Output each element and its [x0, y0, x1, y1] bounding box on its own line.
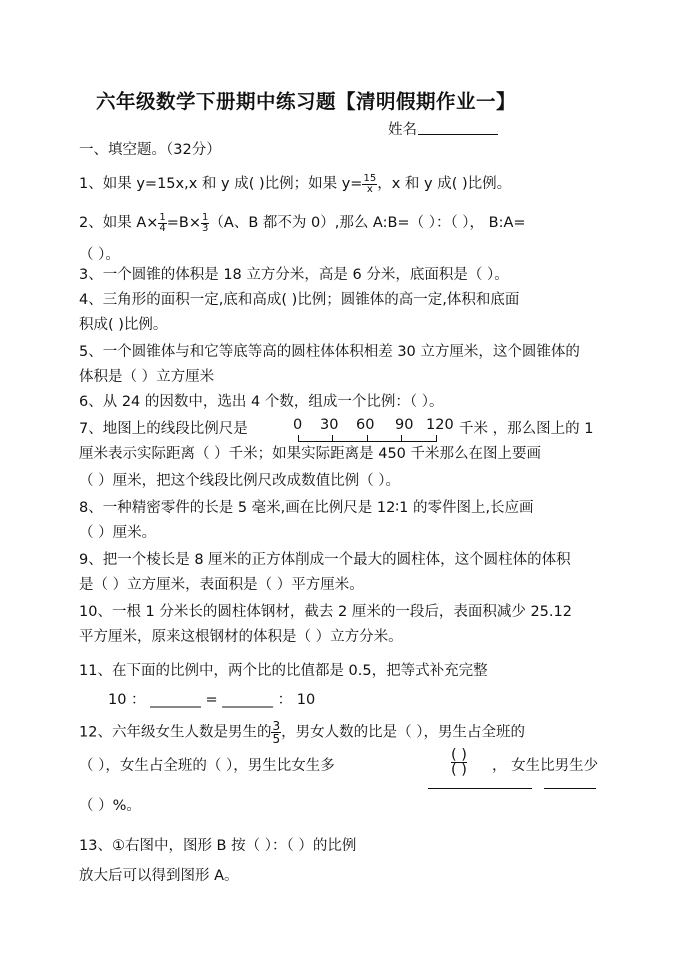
question-7-unit: 千米 ，那么图上的 1	[459, 421, 594, 437]
question-8-line-2: （ ）厘米。	[79, 525, 157, 541]
q12-answer-line-2[interactable]	[544, 788, 596, 789]
question-9-line-1: 9、把一个棱长是 8 厘米的正方体削成一个最大的圆柱体，这个圆柱体的体积	[79, 552, 571, 568]
q2-text-a: 2、如果 A×	[79, 215, 159, 231]
question-2-line-2: （ ）。	[79, 247, 120, 263]
question-11-line-1: 11、在下面的比例中，两个比的比值都是 0.5，把等式补充完整	[79, 663, 488, 679]
q12-fraction	[271, 720, 281, 745]
question-13-line-1: 13、①右图中，图形 B 按（ ）：（ ）的比例	[79, 838, 357, 854]
question-12	[79, 720, 525, 745]
question-12-line-2a: （ ），女生占全班的（ ），男生比女生多	[79, 758, 335, 774]
question-4-line-2: 积成( )比例。	[79, 317, 168, 333]
q2-f1-den: 4	[159, 222, 166, 234]
question-9-line-2: 是（ ）立方厘米，表面积是（ ）平方厘米。	[79, 577, 364, 593]
question-2	[79, 211, 526, 234]
question-1	[79, 172, 511, 195]
scale-tick	[401, 435, 402, 442]
q1-text-b: ，x 和 y 成( )比例。	[377, 176, 512, 192]
question-6: 6、从 24 的因数中，选出 4 个数，组成一个比例：（ ）。	[79, 394, 444, 410]
scale-tick	[436, 435, 437, 442]
q2-text-c: （A、B 都不为 0）,那么 A:B=（ ）：（ ）， B:A=	[209, 215, 526, 231]
name-label: 姓名	[388, 122, 417, 138]
q12-frac-num: 3	[272, 719, 281, 733]
q2-f2-den: 3	[202, 222, 209, 234]
question-12-line-3: （ ）%。	[79, 798, 141, 814]
question-3: 3、一个圆锥的体积是 18 立方分米，高是 6 分米，底面积是（ ）。	[79, 267, 509, 283]
q12-blank-num: ( )	[451, 747, 467, 763]
q2-text-b: =B×	[166, 215, 202, 231]
question-10-line-2: 平方厘米，原来这根钢材的体积是（ ）立方分米。	[79, 629, 403, 645]
question-8-line-1: 8、一种精密零件的长是 5 毫米,画在比例尺是 12∶1 的零件图上,长应画	[79, 500, 534, 516]
scale-label-0: 0	[293, 417, 303, 433]
q1-frac-den: x	[366, 183, 373, 195]
question-12-line-2b: ， 女生比男生少	[492, 758, 599, 774]
question-10-line-1: 10、一根 1 分米长的圆柱体钢材，截去 2 厘米的一段后，表面积减少 25.12	[79, 604, 572, 620]
q12-text-a: 12、六年级女生人数是男生的	[79, 724, 272, 741]
q1-fraction	[362, 174, 377, 195]
q12-blank-fraction[interactable]	[451, 748, 467, 777]
scale-tick	[367, 435, 368, 442]
q12-answer-line-1[interactable]	[428, 788, 532, 789]
scale-label-120: 120	[426, 417, 454, 433]
question-5-line-2: 体积是（ ）立方厘米	[79, 369, 215, 385]
scale-tick	[332, 435, 333, 442]
page-title: 六年级数学下册期中练习题【清明假期作业一】	[96, 90, 517, 113]
q12-blank-den: ( )	[451, 762, 467, 778]
section-heading: 一、填空题。（32分）	[79, 142, 221, 158]
q12-frac-den: 5	[272, 732, 281, 746]
question-7-line-2: 厘米表示实际距离（ ）千米；如果实际距离是 450 千米那么在图上要画	[79, 446, 542, 462]
question-4-line-1: 4、三角形的面积一定,底和高成( )比例；圆锥体的高一定,体积和底面	[79, 292, 520, 308]
q12-text-b: ，男女人数的比是（ ），男生占全班的	[281, 724, 525, 741]
q1-frac-num: 15	[363, 172, 377, 184]
question-13-line-2: 放大后可以得到图形 A。	[79, 868, 239, 884]
question-5-line-1: 5、一个圆锥体与和它等底等高的圆柱体体积相差 30 立方厘米，这个圆锥体的	[79, 344, 580, 360]
q1-text-a: 1、如果 y=15x,x 和 y 成( )比例；如果 y=	[79, 176, 363, 192]
q2-f2-num: 1	[202, 211, 209, 223]
scale-tick	[298, 435, 299, 442]
q2-fraction-1	[158, 213, 166, 234]
question-7-text-a: 7、地图上的线段比例尺是	[79, 421, 248, 437]
question-7-line-3: （ ）厘米，把这个线段比例尺改成数值比例（ ）。	[79, 473, 400, 489]
name-input-line[interactable]	[418, 134, 498, 135]
q2-f1-num: 1	[159, 211, 166, 223]
scale-label-30: 30	[320, 417, 339, 433]
question-11-equation: 10 ： _______ = _______ ： 10	[108, 692, 316, 708]
scale-label-90: 90	[395, 417, 414, 433]
scale-label-60: 60	[356, 417, 375, 433]
